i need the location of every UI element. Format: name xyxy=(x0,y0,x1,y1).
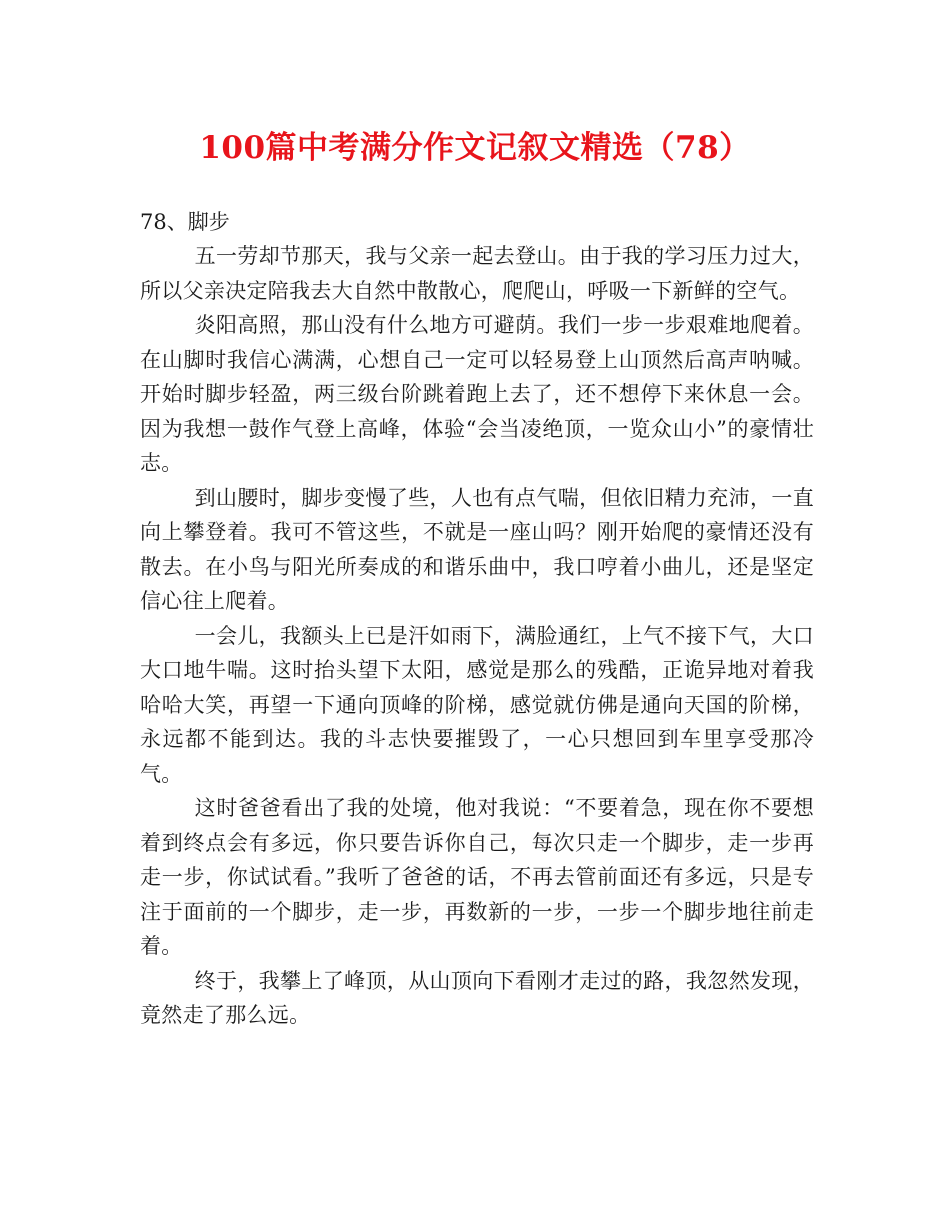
article-heading: 78、脚步 xyxy=(140,210,230,234)
paragraph-1: 五一劳却节那天，我与父亲一起去登山。由于我的学习压力过大，所以父亲决定陪我去大自然中散散心，爬爬山，呼吸一下新鲜的空气。 xyxy=(140,244,814,303)
paragraph-4: 一会儿，我额头上已是汗如雨下，满脸通红，上气不接下气，大口大口地牛喘。这时抬头望下太阳，感觉是那么的残酷，正诡异地对着我哈哈大笑，再望一下通向顶峰的阶梯，感觉就仿佛是通向天国的阶梯，永远都不能到达。我的斗志快要摧毁了，一心只想回到车里享受那冷气。 xyxy=(140,623,814,786)
paragraph-2: 炎阳高照，那山没有什么地方可避荫。我们一步一步艰难地爬着。在山脚时我信心满满，心想自己一定可以轻易登上山顶然后高声呐喊。开始时脚步轻盈，两三级台阶跳着跑上去了，还不想停下来休息一会。因为我想一鼓作气登上高峰，体验“会当凌绝顶，一览众山小”的豪情壮志。 xyxy=(140,313,814,475)
article-body xyxy=(140,205,814,1033)
document-title: 100篇中考满分作文记叙文精选（78） xyxy=(199,130,751,166)
paragraph-5: 这时爸爸看出了我的处境，他对我说：“不要着急，现在你不要想着到终点会有多远，你只要告诉你自己，每次只走一个脚步，走一步再走一步，你试试看。”我听了爸爸的话，不再去管前面还有多远，只是专注于面前的一个脚步，走一步，再数新的一步，一步一个脚步地往前走着。 xyxy=(140,796,814,958)
paragraph-3: 到山腰时，脚步变慢了些，人也有点气喘，但依旧精力充沛，一直向上攀登着。我可不管这些，不就是一座山吗？刚开始爬的豪情还没有散去。在小鸟与阳光所奏成的和谐乐曲中，我口哼着小曲儿，还是坚定信心往上爬着。 xyxy=(140,485,814,613)
paragraph-6: 终于，我攀上了峰顶，从山顶向下看刚才走过的路，我忽然发现，竟然走了那么远。 xyxy=(140,968,814,1027)
